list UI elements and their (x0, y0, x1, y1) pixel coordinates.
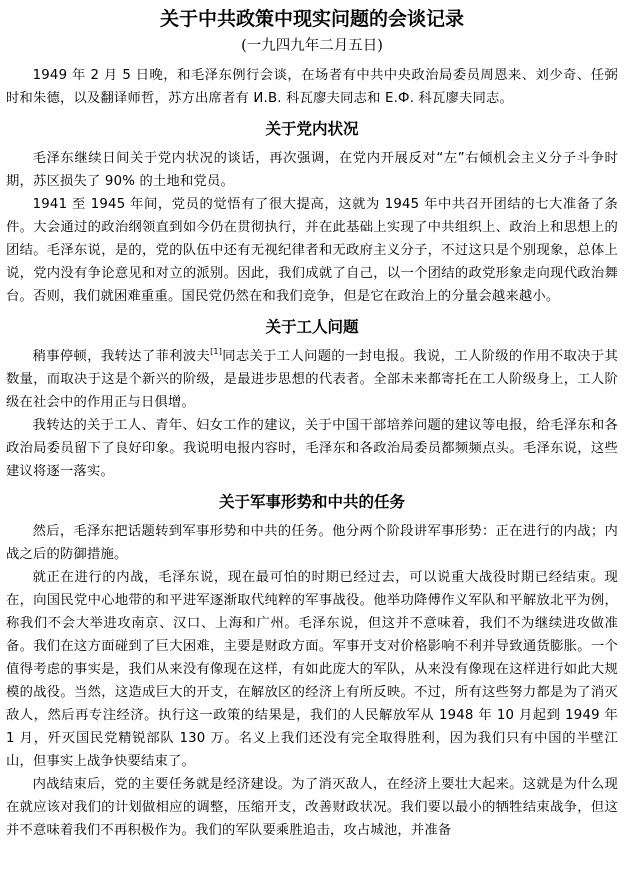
paragraph: 内战结束后，党的主要任务就是经济建设。为了消灭敌人，在经济上要壮大起来。这就是为什么现在就应该对我们的计划做相应的调整，压缩开支，改善财政状况。我们要以最小的牺牲结束战争，但这并不意味着我们不再积极作为。我们的军队要乘胜追击，攻占城池，并准备 (6, 777, 618, 838)
intro-paragraph: 1949 年 2 月 5 日晚，和毛泽东例行会谈，在场者有中共中央政治局委员周恩来、刘少奇、任弼时和朱德，以及翻译师哲，苏方出席者有 И.В. 科瓦廖夫同志和 Е.Ф. 科瓦廖夫同志。 (6, 68, 618, 106)
document-title: 关于中共政策中现实问题的会谈记录 (159, 8, 464, 30)
paragraph-text: 稍事停顿，我转达了菲利波夫 (32, 349, 211, 364)
paragraph: 就正在进行的内战，毛泽东说，现在最可怕的时期已经过去，可以说重大战役时期已经结束。现在，向国民党中心地带的和平进军逐渐取代纯粹的军事战役。他举功降傅作义军队和平解放北平为例，称我们不会大举进攻南京、汉口、上海和广州。毛泽东说，但这并不意味着，我们不为继续进攻做准备。我们在这方面碰到了巨大困难，主要是财政方面。军事开支对价格影响不利并导致通货膨胀。一个值得考虑的事实是，我们从来没有像现在这样，有如此庞大的军队，从来没有像现在这样进行如此大规模的战役。当然，这造成巨大的开支，在解放区的经济上有所反映。不过，所有这些努力都是为了消灭敌人，然后再专注经济。执行这一政策的结果是，我们的人民解放军从 1948 年 10 月起到 1949 年 1 月，歼灭国民党精锐部队 130 万。名义上我们还没有完全取得胜利，因为我们只有中国的半壁江山，但事实上战争快要结束了。 (6, 570, 618, 769)
paragraph: 1941 至 1945 年间，党员的觉悟有了很大提高，这就为 1945 年中共召开团结的七大准备了条件。大会通过的政治纲领直到如今仍在贯彻执行，并在此基础上实现了中共组织上、政治上和思想上的团结。毛泽东说，是的，党的队伍中还有无视纪律者和无政府主义分子，不过这只是个别现象，总体上说，党内没有争论意见和对立的派别。因此，我们成就了自己，以一个团结的政党形象走向现代政治舞台。否则，我们就困难重重。国民党仍然在和我们竞争，但是它在政治上的分量会越来越小。 (6, 197, 618, 304)
paragraph: 然后，毛泽东把话题转到军事形势和中共的任务。他分两个阶段讲军事形势：正在进行的内战；内战之后的防御措施。 (6, 524, 618, 562)
paragraph: 毛泽东继续日间关于党内状况的谈话，再次强调，在党内开展反对“左”右倾机会主义分子斗争时期，苏区损失了 90% 的土地和党员。 (6, 151, 618, 189)
paragraph-text: 同志关于工人问题的一封电报。我说，工人阶级的作用不取决于其数量，而取决于这是个新兴的阶级，是最进步思想的代表者。全部未来都寄托在工人阶级身上，工人阶级在社会中的作用正与日俱增。 (6, 349, 618, 410)
section-heading-military: 关于军事形势和中共的任务 (218, 492, 405, 511)
paragraph (6, 345, 618, 414)
document-date: (一九四九年二月五日) (241, 38, 383, 54)
paragraph: 我转达的关于工人、青年、妇女工作的建议，关于中国干部培养问题的建议等电报，给毛泽东和各政治局委员留下了良好印象。我说明电报内容时，毛泽东和各政治局委员都频频点头。毛泽东说，这些建议将逐一落实。 (6, 418, 618, 479)
section-heading-party: 关于党内状况 (265, 119, 359, 138)
footnote-marker[interactable]: [1] (210, 347, 223, 356)
section-heading-workers: 关于工人问题 (265, 317, 359, 336)
